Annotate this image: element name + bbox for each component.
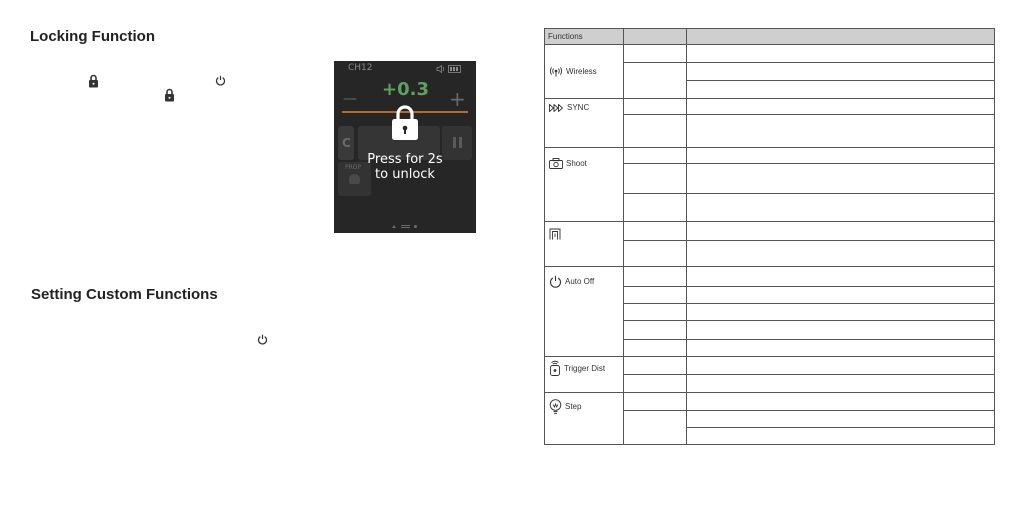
function-name: SYNC	[567, 103, 590, 112]
unlock-hint	[334, 152, 476, 182]
lock-icon	[88, 74, 99, 88]
prop-label: PROP	[345, 164, 362, 171]
function-wireless	[545, 45, 624, 99]
increase-button[interactable]: +	[449, 87, 466, 111]
sync-icon	[549, 104, 564, 112]
custom-functions-title: Setting Custom Functions	[31, 286, 218, 303]
function-name: Auto Off	[565, 277, 595, 286]
table-row	[545, 357, 995, 375]
lock-overlay-icon	[390, 103, 420, 141]
mode-c-label: C	[342, 136, 351, 150]
table-row	[545, 267, 995, 287]
bulb-icon	[549, 399, 562, 414]
function-shoot	[545, 148, 624, 222]
functions-table	[544, 28, 995, 445]
function-auto-off	[545, 267, 624, 357]
function-bracket	[545, 222, 624, 267]
unlock-hint-line2: to unlock	[375, 167, 435, 182]
table-row	[545, 99, 995, 115]
device-screen	[334, 61, 476, 233]
table-row	[545, 148, 995, 164]
table-row	[545, 45, 995, 63]
speaker-icon	[436, 65, 446, 73]
battery-icon	[448, 65, 462, 73]
header-setting	[624, 29, 687, 45]
table-row	[545, 393, 995, 411]
lock-icon	[164, 88, 175, 102]
output-value: +0.3	[382, 79, 429, 100]
function-sync	[545, 99, 624, 148]
camera-icon	[549, 158, 563, 169]
function-name: Trigger Dist	[564, 363, 606, 373]
function-name: Wireless	[566, 67, 597, 76]
function-trigger-dist	[545, 357, 624, 393]
unlock-hint-line1: Press for 2s	[367, 152, 443, 167]
header-description	[687, 29, 995, 45]
remote-icon	[549, 360, 561, 376]
table-header-row	[545, 29, 995, 45]
power-icon	[257, 334, 268, 345]
status-indicators	[390, 225, 420, 228]
wireless-icon	[549, 67, 563, 77]
locking-function-title: Locking Function	[30, 28, 155, 45]
function-step	[545, 393, 624, 445]
function-name: Step	[565, 402, 582, 411]
bracket-icon	[549, 228, 561, 240]
power-icon	[215, 75, 226, 86]
decrease-button[interactable]: —	[343, 91, 357, 107]
channel-label: CH12	[348, 63, 373, 73]
header-functions: Functions	[545, 29, 624, 45]
table-row	[545, 222, 995, 241]
power-icon	[549, 275, 562, 288]
function-name: Shoot	[566, 159, 587, 168]
